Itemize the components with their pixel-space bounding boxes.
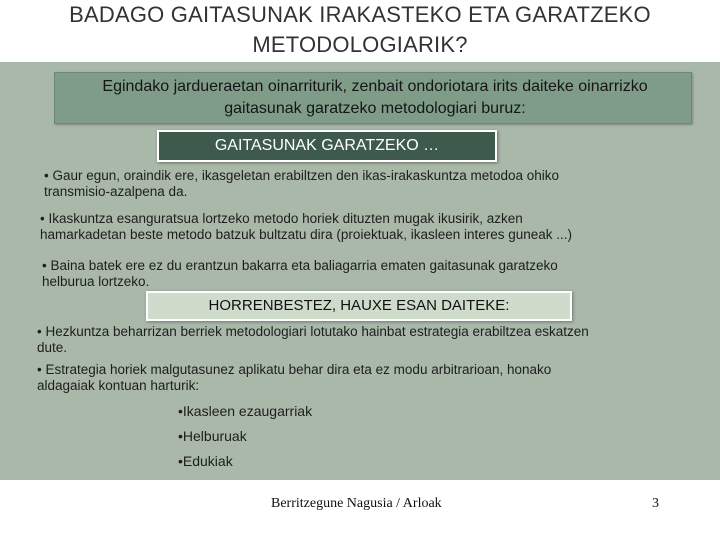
conclusion-line: • Hezkuntza beharrizan berriek metodologiari lotutako hainbat estrategia erabiltzea eskatzen [37, 324, 589, 339]
conclusion-item [37, 324, 720, 356]
bullet-line: hamarkadetan beste metodo batzuk bultzatu dira (proiektuak, ikasleen interes guneak ...) [40, 227, 573, 242]
conclusion-line: • Estrategia horiek malgutasunez aplikatu behar dira eta ez modu arbitrarioan, honako [37, 362, 552, 377]
bullet-line: • Baina batek ere ez du erantzun bakarra eta baliagarria ematen gaitasunak garatzeko [42, 258, 558, 273]
bullet-line: helburua lortzeko. [42, 274, 150, 289]
slide-title [0, 0, 720, 60]
bullet-item [44, 168, 686, 200]
intro-line2: gaitasunak garatzeko metodologiari buruz: [224, 100, 526, 117]
bullet-line: • Gaur egun, oraindik ere, ikasgeletan erabiltzen den ikas-irakaskuntza metodoa ohiko [44, 168, 560, 183]
slide-title-line2: METODOLOGIARIK? [252, 32, 468, 57]
bullet-line: • Ikaskuntza esanguratsua lortzeko metodo horiek dituzten mugak ikusirik, azken [40, 211, 523, 226]
factor-item: •Helburuak [178, 428, 247, 444]
factor-item: •Ikasleen ezaugarriak [178, 403, 313, 419]
bullet-item [42, 258, 686, 290]
bullet-item [40, 211, 686, 243]
conclusion-item [37, 362, 685, 394]
conclusion-line: dute. [37, 340, 68, 355]
intro-text [60, 76, 690, 120]
footer-text: Berritzegune Nagusia / Arloak [271, 496, 442, 511]
heading-gaitasunak-garatzeko: GAITASUNAK GARATZEKO … [157, 130, 497, 162]
slide-title-line1: BADAGO GAITASUNAK IRAKASTEKO ETA GARATZEKO [69, 2, 651, 27]
heading-horrenbestez: HORRENBESTEZ, HAUXE ESAN DAITEKE: [146, 291, 572, 321]
factor-item: •Edukiak [178, 453, 233, 469]
intro-line1: Egindako jardueraetan oinarriturik, zenbait ondoriotara irits daiteke oinarrizko [102, 78, 648, 95]
bullet-line: transmisio-azalpena da. [44, 184, 188, 199]
conclusion-line: aldagaiak kontuan harturik: [37, 378, 200, 393]
page-number: 3 [652, 496, 659, 511]
